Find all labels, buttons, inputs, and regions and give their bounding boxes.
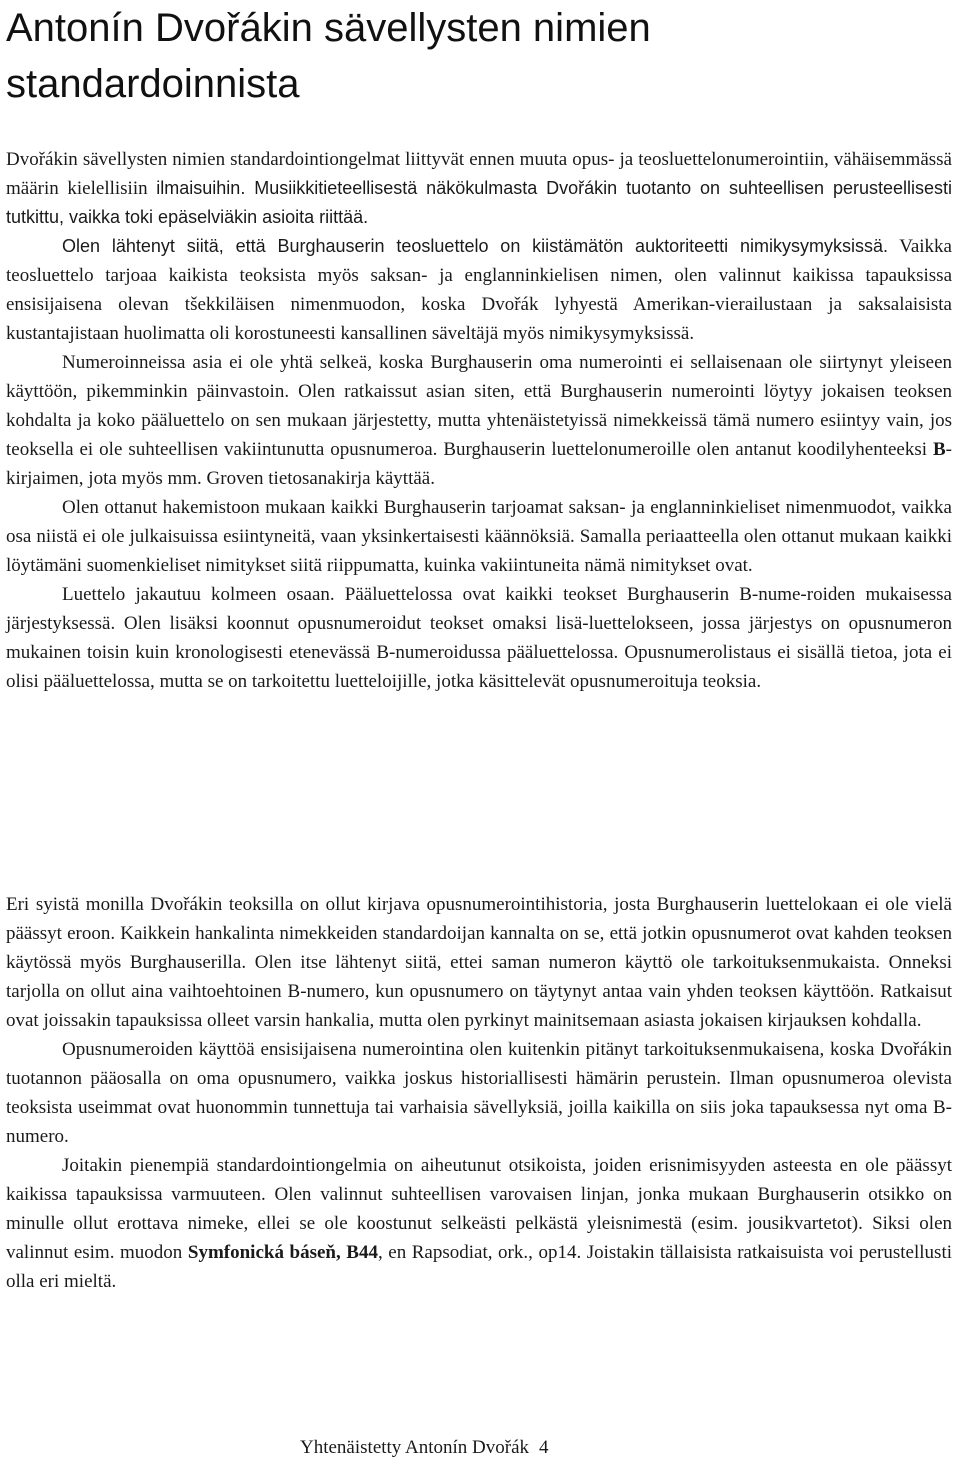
titles-bold: Symfonická báseň, B44 — [187, 1242, 378, 1263]
page-number: 4 — [539, 1437, 549, 1458]
page-title: Antonín Dvořákin sävellysten nimien standardoinnista — [6, 6, 651, 106]
page-footer — [0, 1436, 960, 1460]
titles-text-b: , en Rapsodiat, ork., op14. Joistakin tällaisista ratkaisuista voi perustellusti olla eri mieltä. — [6, 1242, 952, 1292]
intro-sans-text: ilmaisuihin. Musiikkitieteellisestä näkökulmasta Dvořákin tuotanto on suhteellisen perusteellisesti tutkittu, vaikka toki epäselviäkin asioita riittää. — [6, 178, 952, 227]
paragraph-numbering — [6, 348, 952, 493]
paragraph-structure: Luettelo jakautuu kolmeen osaan. Pääluettelossa ovat kaikki teokset Burghauserin B-nume-roiden mukaisessa järjestyksessä. Olen lisäksi koonnut opusnumeroidut teokset omaksi lisä-luettelokseen, jossa järjestys on opusnumeron mukainen toisin kuin kronologisesti etenevässä B-numeroidussa pääluettelossa. Opusnumerolistaus ei sisällä tietoa, jota ei olisi pääluettelossa, mutta se on tarkoitettu luetteloijille, jotka käsittelevät opusnumeroituja teoksia. — [6, 584, 952, 692]
intro-section — [6, 145, 952, 696]
paragraph-authority — [6, 232, 952, 348]
numbering-text-a: Numeroinneissa asia ei ole yhtä selkeä, koska Burghauserin oma numerointi ei sellaisenaan ole siirtynyt yleiseen käyttöön, pikemminkin päinvastoin. Olen ratkaissut asian siten, että Burghauserin numerointi löytyy jokaisen teoksen kohdalta ja koko pääluettelo on sen mukaan järjestetty, mutta yhtenäistetyissä nimekkeissä tämä numero esiintyy vain, jos teoksella ei ole suhteellisen vakiintunutta opusnumeroa. Burghauserin luettelonumeroille olen antanut koodilyhenteeksi — [6, 352, 952, 460]
paragraph-intro — [6, 145, 952, 232]
numbering-text-b: -kirjaimen, jota myös mm. Groven tietosanakirja käyttää. — [6, 439, 952, 489]
opus-section — [6, 890, 952, 1296]
paragraph-index: Olen ottanut hakemistoon mukaan kaikki Burghauserin tarjoamat saksan- ja englanninkieliset nimenmuodot, vaikka osa niistä ei ole julkaisuissa esiintyneitä, vaan yksinkertaisesti käännöksiä. Samalla periaatteella olen ottanut mukaan kaikki löytämäni suomenkieliset nimitykset siitä riippumatta, kuinka vakiintuneita nämä nimitykset ovat. — [6, 497, 952, 576]
paragraph-opus-history: Eri syistä monilla Dvořákin teoksilla on ollut kirjava opusnumerointihistoria, josta Burghauserin luettelokaan ei ole vielä päässyt eroon. Kaikkein hankalinta nimekkeiden standardoijan kannalta on se, että jotkin opusnumerot ovat kahden teoksen käytössä myös Burghauserilla. Olen itse lähtenyt siitä, ettei saman numeron käyttö ole tarkoituksenmukaista. Onneksi tarjolla on ollut aina vaihtoehtoinen B-numero, kun opusnumero on täytynyt antaa vain yhden teoksen käyttöön. Ratkaisut ovat joissakin tapauksissa olleet varsin hankalia, mutta olen pyrkinyt mainitsemaan asiasta jokaisen kirjauksen kohdalla. — [6, 894, 952, 1031]
numbering-bold: B — [932, 439, 946, 460]
titles-text-a: Joitakin pienempiä standardointiongelmia on aiheutunut otsikoista, joiden erisnimisyyden asteesta en ole päässyt kaikissa tapauksissa varmuuteen. Olen valinnut suhteellisen varovaisen linjan, jonka mukaan Burghauserin otsikko on minulle ollut erottava nimeke, ellei se ole koostunut selkeästi pelkästä yleisnimestä (esim. jousikvartetot). Siksi olen valinnut esim. muodon — [6, 1155, 952, 1263]
paragraph-titles — [6, 1151, 952, 1296]
footer-title: Yhtenäistetty Antonín Dvořák — [300, 1437, 530, 1458]
authority-sans-text: Olen lähtenyt siitä, että Burghauserin teosluettelo on kiistämätön auktoriteetti nimikysymyksissä. — [62, 236, 888, 256]
paragraph-opus-primary: Opusnumeroiden käyttöä ensisijaisena numerointina olen kuitenkin pitänyt tarkoituksenmukaisena, koska Dvořákin tuotannon pääosalla on oma opusnumero, vaikka joskus historiallisesti hämärin perustein. Ilman opusnumeroa olevista teoksista useimmat ovat huonommin tunnettuja tai varhaisia sävellyksiä, joilla kaikilla on siis joka tapauksessa nyt oma B-numero. — [6, 1039, 952, 1147]
intro-serif-text: Dvořákin sävellysten nimien standardointiongelmat liittyvät ennen muuta opus- ja teosluettelonumerointiin, vähäisemmässä määrin kielellisiin — [6, 149, 952, 199]
authority-serif-text: Vaikka teosluettelo tarjoaa kaikista teoksista myös saksan- ja englanninkielisen nimen, olen valinnut kaikissa tapauksissa ensisijaisena olevan tšekkiläisen nimenmuodon, koska Dvořák lyhyestä Amerikan-vierailustaan ja saksalaisista kustantajistaan huolimatta oli korostuneesti kansallinen säveltäjä myös nimikysymyksissä. — [6, 236, 952, 344]
